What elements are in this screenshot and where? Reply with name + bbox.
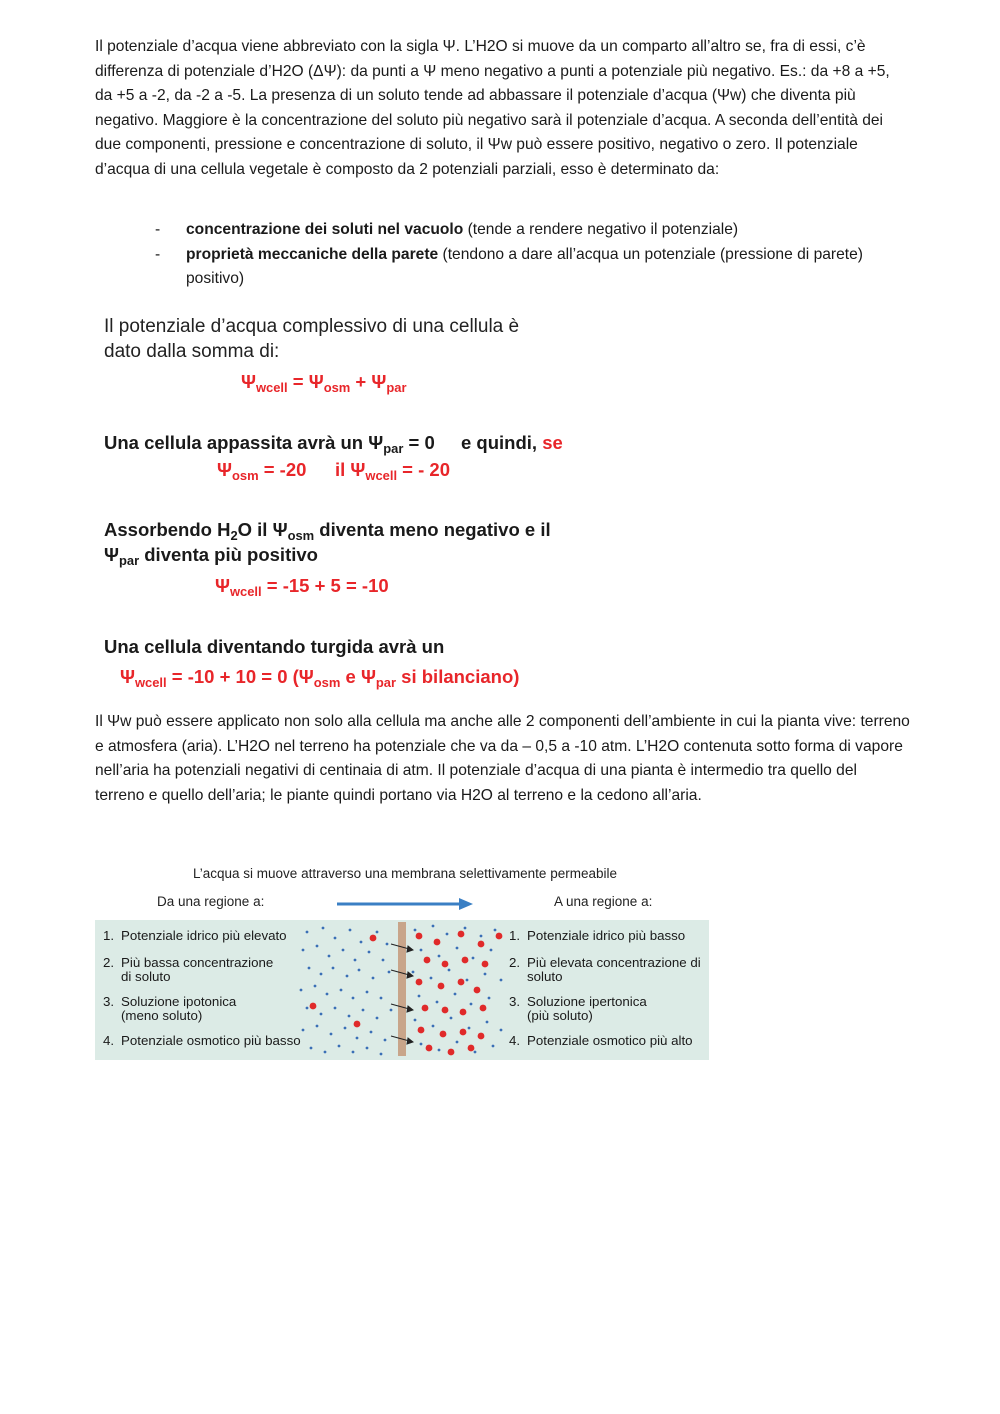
absorbing-equation: $\Psi_{wcell} = -15 + 5 = -10$ (215, 575, 389, 599)
bullet-item-vacuole (155, 218, 875, 243)
bullet-bold-text: proprietà meccaniche della parete (186, 245, 439, 263)
from-region-header: Da una regione a: (157, 894, 265, 909)
membrane (398, 922, 406, 1056)
bullet-dash: - (155, 245, 161, 263)
membrane-diagram (295, 920, 507, 1060)
osmosis-figure-title: L’acqua si muove attraverso una membrana selettivamente permeabile (193, 866, 617, 881)
to-region-item: 2. Più elevata concentrazione di soluto (509, 955, 701, 984)
from-region-item: 2. Più bassa concentrazione di soluto (103, 955, 274, 984)
outro-paragraph: Il Ψw può essere applicato non solo alla cellula ma anche alle 2 componenti dell’ambiente in cui la pianta vive: terreno e atmosfera (aria). L’H2O nel terreno ha potenziale che va da – 0,5 a -10 atm. L’H2O contenuta sotto forma di vapore nell’aria ha potenziali negativi di centinaia di atm. Il potenziale d’acqua di una pianta è intermedio tra quello del terreno e quello dell’aria; le piante quindi portano via H2O al terreno e la cedono all’aria. (95, 713, 910, 804)
turgid-line: Una cellula diventando turgida avrà un (104, 636, 445, 657)
equation-sum: $\Psi_{wcell} = \Psi_{osm} + \Psi_{par}$ (241, 371, 407, 395)
figure-intro-line1: Il potenziale d’acqua complessivo di una cellula è (104, 316, 520, 337)
bullet-item-wall (155, 243, 875, 292)
bullet-text: (tendono a dare all’acqua un potenziale (pressione di parete) positivo) (186, 245, 863, 287)
wilted-osm-value: $\Psi_{osm} = -20$ (217, 459, 307, 483)
bullet-text: (tende a rendere negativo il potenziale) (463, 221, 739, 238)
absorbing-line1: Assorbendo $H_2O$ il $\Psi_{osm}$ diventa meno negativo e il (104, 519, 551, 543)
from-region-item: 4. Potenziale osmotico più basso (103, 1033, 301, 1048)
wilted-cell-value: il $\Psi_{wcell}$ = - 20 (335, 459, 451, 483)
bullet-list (155, 218, 875, 292)
water-potential-figure (104, 314, 584, 694)
turgid-equation: $\Psi_{wcell} = -10 + 10 = 0$ ($\Psi_{osm}$ e $\Psi_{par}$ si bilanciano) (120, 666, 520, 690)
intro-paragraph: Il potenziale d’acqua viene abbreviato con la sigla Ψ. L’H2O si muove da un comparto all’altro se, fra di essi, c’è differenza di potenziale d’H2O (ΔΨ): da punti a Ψ meno negativo a punti a potenziale più negativo. Es.: da +8 a +5, da +5 a -2, da -2 a -5. La presenza di un soluto tende ad abbassare il potenziale d’acqua (Ψw) che diventa più negativo. Maggiore è la concentrazione del soluto più negativo sarà il potenziale d’acqua. A seconda dell’entità dei due componenti, pressione e concentrazione di soluto, il Ψw può essere positivo, negativo o zero. Il potenziale d’acqua di una cellula vegetale è composto da 2 potenziali parziali, esso è determinato da: (95, 38, 890, 178)
from-region-item: 1. Potenziale idrico più elevato (103, 928, 287, 943)
to-region-item: 1. Potenziale idrico più basso (509, 928, 686, 943)
to-region-item: 3. Soluzione ipertonica (più soluto) (509, 994, 647, 1023)
to-region-header: A una regione a: (554, 894, 653, 909)
bullet-bold-text: concentrazione dei soluti nel vacuolo (186, 221, 464, 238)
osmosis-figure (95, 862, 709, 1062)
from-region-item: 3. Soluzione ipotonica (meno soluto) (103, 994, 237, 1023)
wilted-cell-conclusion: e quindi, se (461, 432, 563, 453)
wilted-cell-line: Una cellula appassita avrà un $\Psi_{par} = 0$ (104, 432, 435, 456)
figure-intro-line2: dato dalla somma di: (104, 341, 280, 362)
bullet-dash: - (155, 221, 161, 238)
absorbing-line2: $\Psi_{par}$ diventa più positivo (104, 544, 318, 568)
to-region-item: 4. Potenziale osmotico più alto (509, 1033, 693, 1048)
direction-arrow-icon (335, 897, 475, 911)
